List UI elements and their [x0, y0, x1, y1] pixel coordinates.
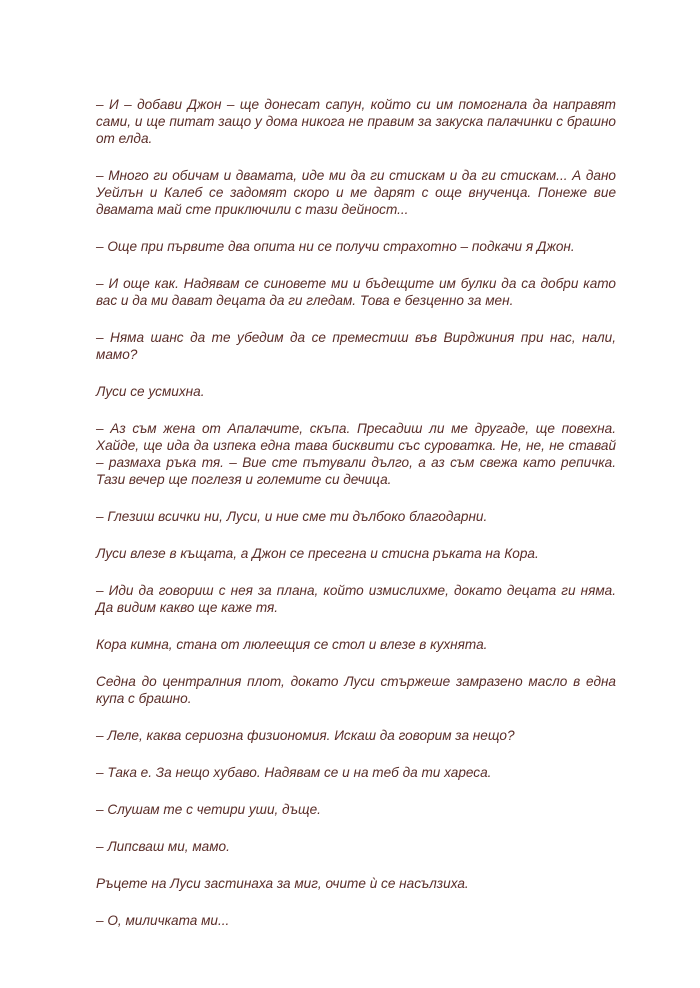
- paragraph-14: – Така е. За нещо хубаво. Надявам се и на теб да ти хареса.: [96, 765, 492, 780]
- paragraph-18: – О, миличката ми...: [96, 913, 230, 928]
- paragraph-15: – Слушам те с четири уши, дъще.: [96, 802, 321, 817]
- paragraph-13: – Леле, каква сериозна физиономия. Искаш да говорим за нещо?: [96, 728, 515, 743]
- paragraph-11: Кора кимна, стана от люлеещия се стол и влезе в кухнята.: [96, 637, 488, 652]
- paragraph-9: Луси влезе в къщата, а Джон се пресегна и стисна ръката на Кора.: [96, 546, 539, 561]
- paragraph-12: Седна до централния плот, докато Луси стържеше замразено масло в една купа с брашно.: [96, 674, 620, 706]
- paragraph-10: – Иди да говориш с нея за плана, който измислихме, докато децата ги няма. Да видим какво ще каже тя.: [96, 583, 620, 615]
- paragraph-2: – Много ги обичам и двамата, иде ми да ги стискам и да ги стискам... А дано Уейлън и Калеб се задомят скоро и ме дарят с още внученца. Понеже вие двамата май сте приключили с тази дейност...: [96, 168, 620, 217]
- paragraph-3: – Още при първите два опита ни се получи страхотно – подкачи я Джон.: [96, 239, 575, 254]
- paragraph-6: Луси се усмихна.: [96, 384, 205, 399]
- paragraph-16: – Липсваш ми, мамо.: [96, 839, 230, 854]
- paragraph-7: – Аз съм жена от Апалачите, скъпа. Пресадиш ли ме другаде, ще повехна. Хайде, ще ида да изпека една тава бисквити със суроватка. Не, не, не ставай – размаха ръка тя. – Вие сте пътували дълго, а аз съм свежа като репичка. Тази вечер ще поглезя и големите си дечица.: [96, 421, 620, 487]
- paragraph-8: – Глезиш всички ни, Луси, и ние сме ти дълбоко благодарни.: [96, 509, 488, 524]
- paragraph-1: – И – добави Джон – ще донесат сапун, който си им помогнала да направят сами, и ще питат защо у дома никога не правим за закуска палачинки с брашно от елда.: [96, 97, 620, 146]
- body-text: [96, 96, 620, 949]
- paragraph-4: – И още как. Надявам се синовете ми и бъдещите им булки да са добри като вас и да ми дават децата да ги гледам. Това е безценно за мен.: [96, 276, 620, 308]
- paragraph-17: Ръцете на Луси застинаха за миг, очите ѝ се насълзиха.: [96, 876, 469, 891]
- paragraph-5: – Няма шанс да те убедим да се преместиш във Вирджиния при нас, нали, мамо?: [96, 330, 620, 362]
